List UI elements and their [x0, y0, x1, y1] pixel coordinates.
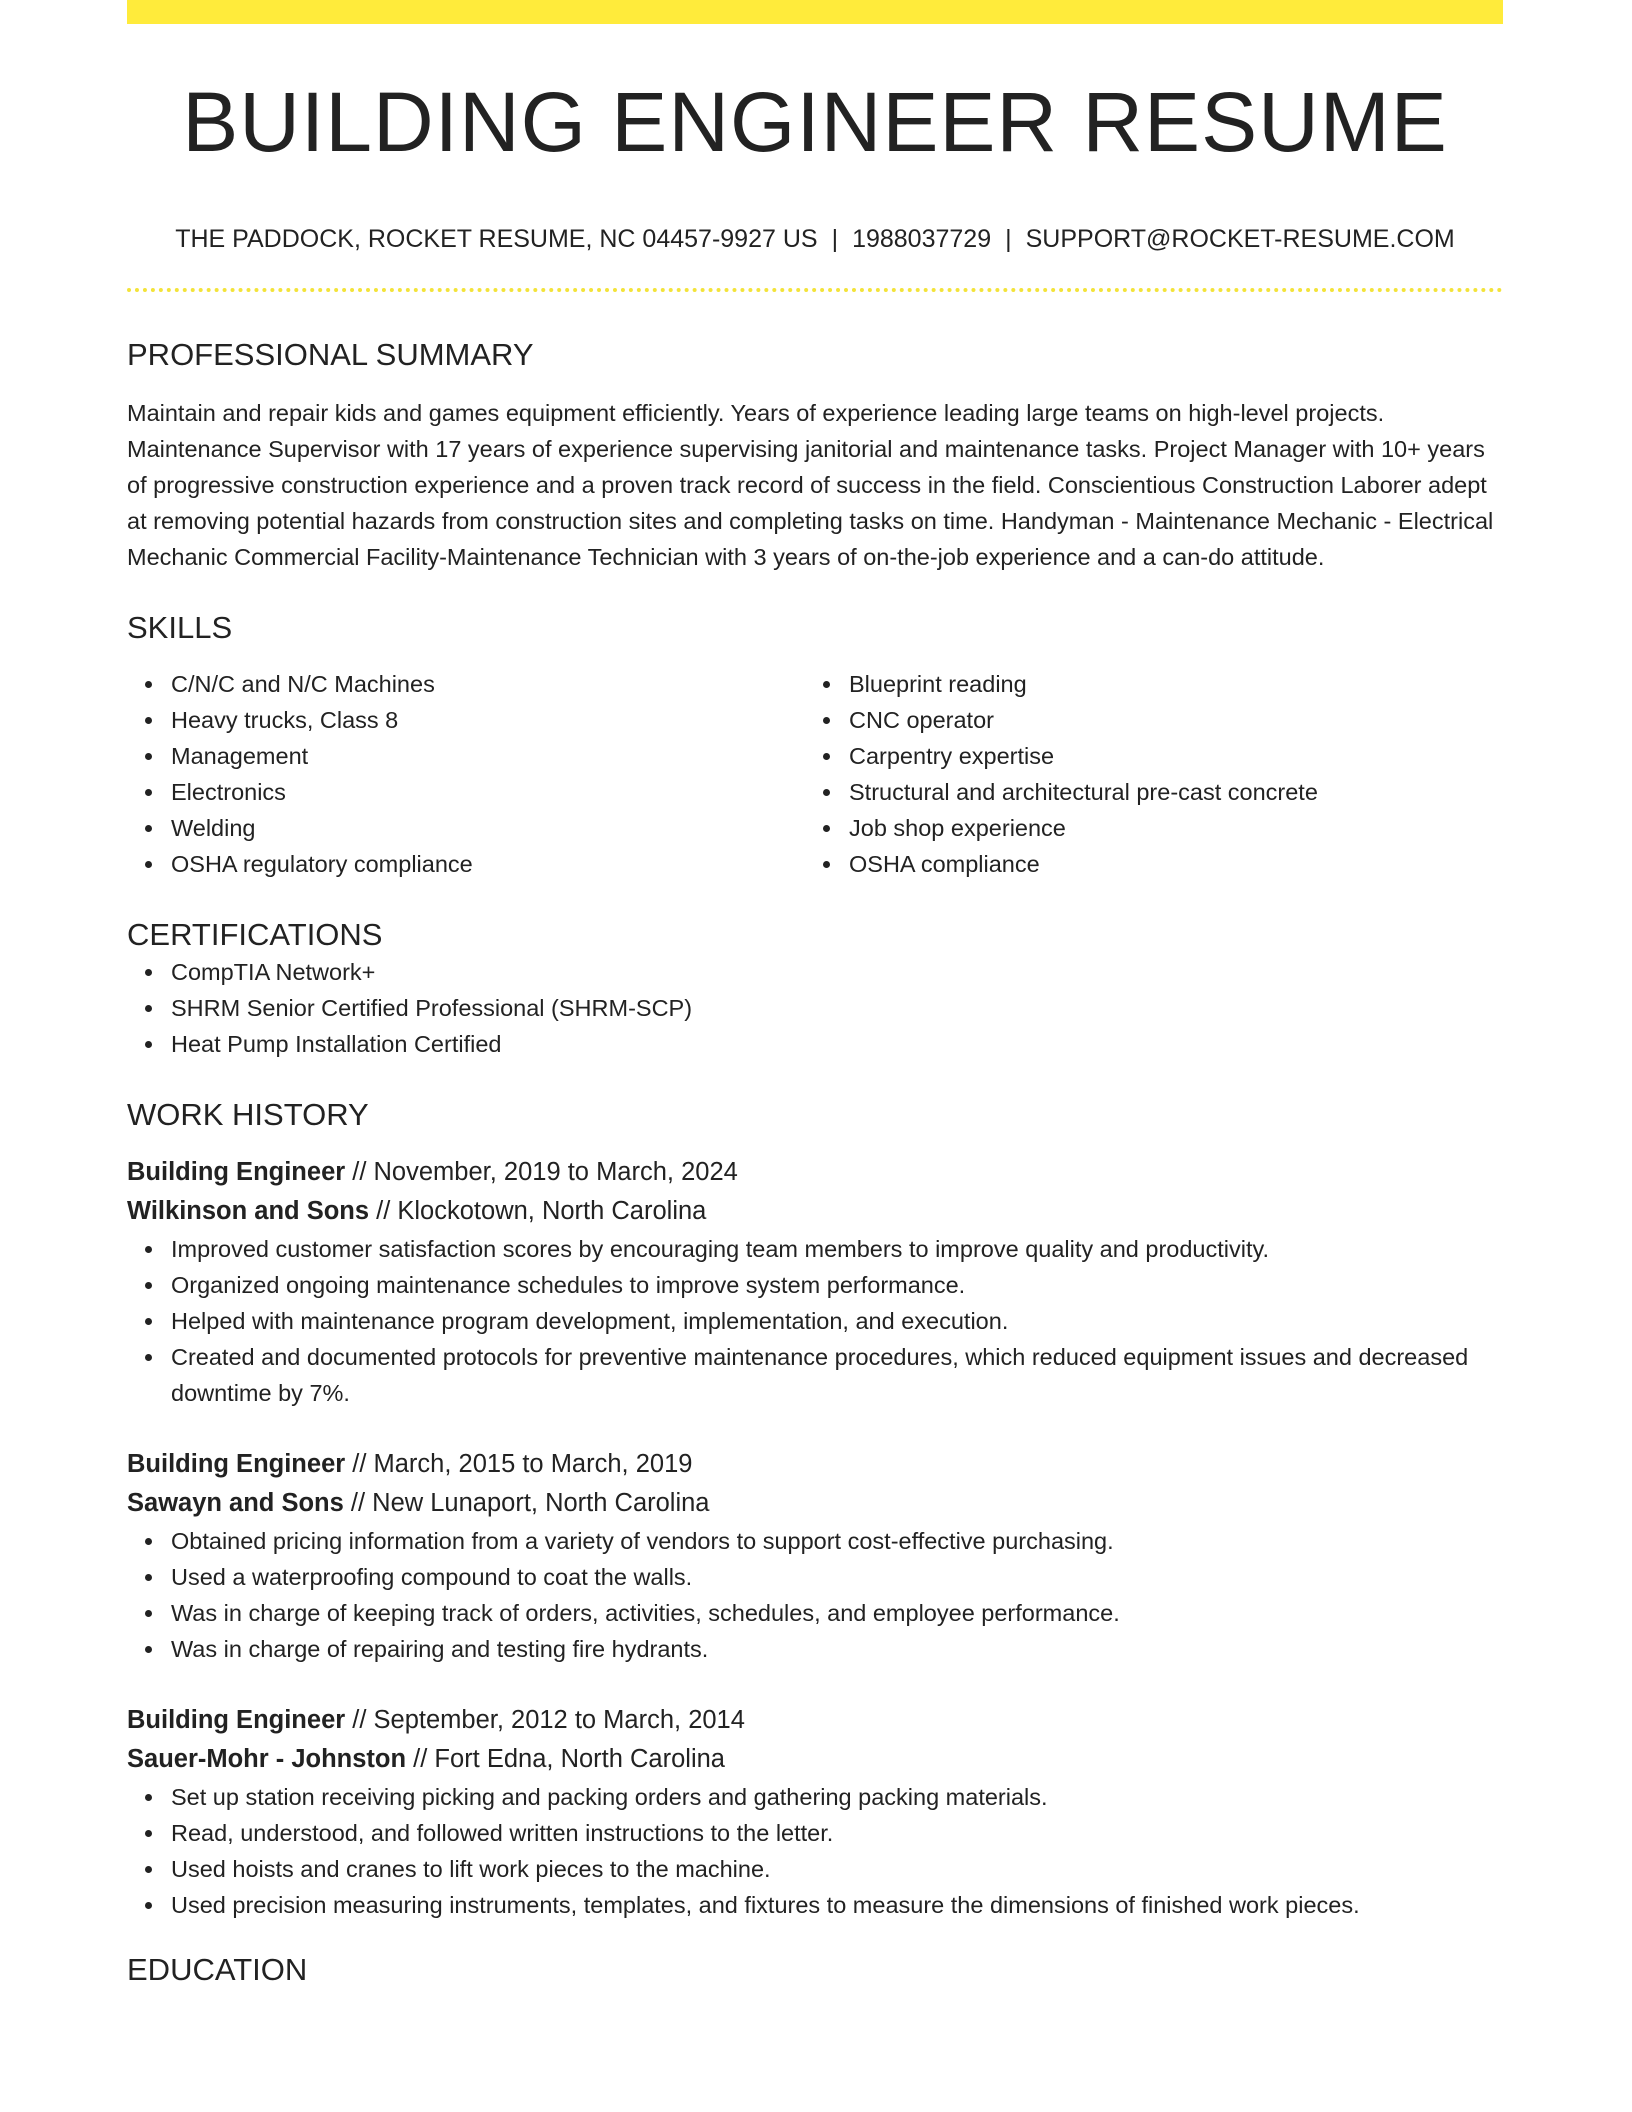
contact-phone: 1988037729	[852, 225, 992, 253]
job-dates: // September, 2012 to March, 2014	[345, 1705, 745, 1734]
job-bullet: Used hoists and cranes to lift work pieces to the machine.	[171, 1851, 1503, 1887]
skills-right-column	[805, 666, 1483, 882]
job-bullet: Was in charge of keeping track of orders, activities, schedules, and employee performance.	[171, 1595, 1503, 1631]
job-title: Building Engineer	[127, 1449, 346, 1478]
job-location: // New Lunaport, North Carolina	[343, 1488, 710, 1517]
job-title-line	[127, 1153, 1503, 1192]
skill-item: Carpentry expertise	[849, 738, 1483, 774]
accent-bar	[127, 0, 1503, 24]
job-bullet: Obtained pricing information from a variety of vendors to support cost-effective purchasing.	[171, 1523, 1503, 1559]
job-title: Building Engineer	[127, 1157, 346, 1186]
skills-left-column	[127, 666, 805, 882]
contact-separator: |	[1005, 225, 1012, 253]
job-company-line	[127, 1740, 1503, 1779]
contact-email: SUPPORT@ROCKET-RESUME.COM	[1025, 225, 1455, 253]
contact-address: THE PADDOCK, ROCKET RESUME, NC 04457-9927 US	[175, 225, 818, 253]
skill-item: OSHA compliance	[849, 846, 1483, 882]
skill-item: Heavy trucks, Class 8	[171, 702, 805, 738]
job-entry	[127, 1701, 1503, 1923]
job-company-line	[127, 1484, 1503, 1523]
skill-item: Blueprint reading	[849, 666, 1483, 702]
job-bullets	[127, 1779, 1503, 1923]
job-bullet: Created and documented protocols for preventive maintenance procedures, which reduced equipment issues and decreased downtime by 7%.	[171, 1339, 1503, 1411]
skill-item: CNC operator	[849, 702, 1483, 738]
job-company: Sauer-Mohr - Johnston	[127, 1744, 407, 1773]
skill-item: Management	[171, 738, 805, 774]
skill-item: Electronics	[171, 774, 805, 810]
job-dates: // November, 2019 to March, 2024	[345, 1157, 738, 1186]
skill-item: Structural and architectural pre-cast concrete	[849, 774, 1483, 810]
summary-text: Maintain and repair kids and games equipment efficiently. Years of experience leading large teams on high-level projects. Maintenance Supervisor with 17 years of experience supervising janitorial and maintenance tasks. Project Manager with 10+ years of progressive construction experience and a proven track record of success in the field. Conscientious Construction Laborer adept at removing potential hazards from construction sites and completing tasks on time. Handyman - Maintenance Mechanic - Electrical Mechanic Commercial Facility-Maintenance Technician with 3 years of on-the-job experience and a can-do attitude.	[127, 400, 1494, 571]
job-bullets	[127, 1231, 1503, 1411]
job-bullets	[127, 1523, 1503, 1667]
job-bullet: Set up station receiving picking and packing orders and gathering packing materials.	[171, 1779, 1503, 1815]
certification-item: Heat Pump Installation Certified	[171, 1026, 1503, 1062]
contact-separator: |	[831, 225, 839, 253]
job-bullet: Was in charge of repairing and testing fire hydrants.	[171, 1631, 1503, 1667]
job-bullet: Read, understood, and followed written instructions to the letter.	[171, 1815, 1503, 1851]
job-company-line	[127, 1192, 1503, 1231]
contact-line	[127, 224, 1503, 254]
skills-grid	[127, 666, 1503, 882]
job-bullet: Organized ongoing maintenance schedules to improve system performance.	[171, 1267, 1503, 1303]
job-dates: // March, 2015 to March, 2019	[345, 1449, 693, 1478]
job-bullet: Used a waterproofing compound to coat the walls.	[171, 1559, 1503, 1595]
certification-item: CompTIA Network+	[171, 954, 1503, 990]
resume-page	[127, 0, 1503, 1988]
skill-item: C/N/C and N/C Machines	[171, 666, 805, 702]
job-bullet: Improved customer satisfaction scores by encouraging team members to improve quality and productivity.	[171, 1231, 1503, 1267]
summary-heading: PROFESSIONAL SUMMARY	[127, 337, 534, 372]
job-title-line	[127, 1701, 1503, 1740]
skills-heading: SKILLS	[127, 610, 233, 646]
skill-item: Welding	[171, 810, 805, 846]
resume-title: BUILDING ENGINEER RESUME	[182, 75, 1448, 169]
job-entry	[127, 1445, 1503, 1667]
job-location: // Fort Edna, North Carolina	[406, 1744, 725, 1773]
certifications-heading: CERTIFICATIONS	[127, 917, 383, 953]
job-company: Sawayn and Sons	[127, 1488, 344, 1517]
job-bullet: Used precision measuring instruments, templates, and fixtures to measure the dimensions of finished work pieces.	[171, 1887, 1503, 1923]
certification-item: SHRM Senior Certified Professional (SHRM-SCP)	[171, 990, 1503, 1026]
job-title-line	[127, 1445, 1503, 1484]
job-location: // Klockotown, North Carolina	[369, 1196, 707, 1225]
job-company: Wilkinson and Sons	[127, 1196, 370, 1225]
work-history-heading: WORK HISTORY	[127, 1096, 369, 1132]
education-heading: EDUCATION	[127, 1951, 308, 1987]
skill-item: OSHA regulatory compliance	[171, 846, 805, 882]
job-title: Building Engineer	[127, 1705, 346, 1734]
header-divider	[127, 288, 1503, 292]
skill-item: Job shop experience	[849, 810, 1483, 846]
certifications-list	[127, 954, 1503, 1062]
job-entry	[127, 1153, 1503, 1411]
job-bullet: Helped with maintenance program development, implementation, and execution.	[171, 1303, 1503, 1339]
